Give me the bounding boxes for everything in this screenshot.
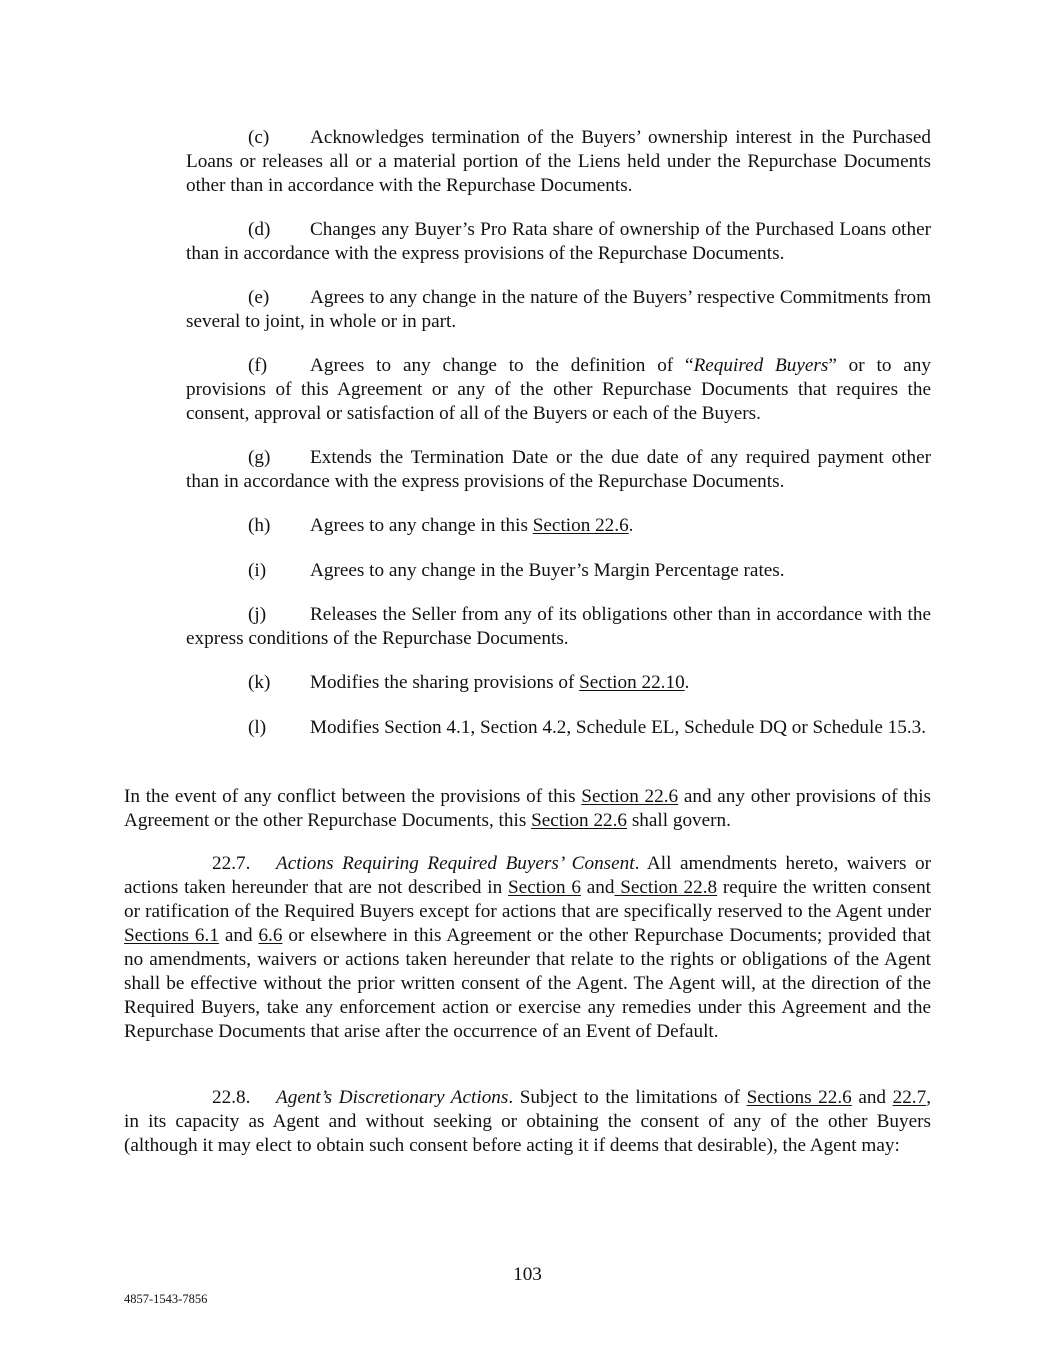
clause-item [186,354,931,426]
page-number: 103 [513,1264,542,1285]
section-reference: Sections 22.6 [746,1087,852,1108]
clause-label: 22.8. [212,1087,251,1108]
clause-text: . [628,515,634,536]
clause-text: . [684,672,690,693]
clause-text: Modifies Section 4.1, Section 4.2, Schedule EL, Schedule DQ or Schedule 15.3. [310,717,927,738]
clause-text: Acknowledges termination of the Buyers’ ownership interest in the Purchased Loans or releases all or a material portion of the Liens held under the Repurchase Documents other than in accordance with the Repurchase Documents. [186,127,931,196]
paragraph [124,852,931,1044]
clause-text: and [851,1087,893,1108]
section-reference: Sections 6.1 [124,925,219,946]
defined-term: Agent’s Discretionary Actions [276,1087,509,1108]
clause-text: Modifies the sharing provisions of [310,672,580,693]
clause-text: In the event of any conflict between the provisions of this [124,786,582,807]
clause-text: and any other provisions of this Agreement or the other Repurchase Documents, this [124,786,931,831]
paragraph [124,785,931,833]
clause-item [186,559,931,583]
clause-text: Changes any Buyer’s Pro Rata share of ownership of the Purchased Loans other than in accordance with the express provisions of the Repurchase Documents. [186,219,931,264]
clause-text: require the written consent or ratification of the Required Buyers except for actions that are specifically reserved to the Agent under [124,877,931,922]
clause-text: Agrees to any change in the nature of the Buyers’ respective Commitments from several to joint, in whole or in part. [186,287,931,332]
document-id: 4857-1543-7856 [124,1292,208,1306]
clause-text: . All amendments hereto, waivers or actions taken hereunder that are not described in [124,853,932,898]
clause-text: Agrees to any change to the definition of “ [310,355,694,376]
clause-text: Releases the Seller from any of its obligations other than in accordance with the express conditions of the Repurchase Documents. [186,604,931,649]
clause-item [186,514,931,538]
clause-item [186,716,931,740]
clause-label: (g) [248,447,271,468]
clause-item [186,603,931,651]
clause-text: shall govern. [627,810,731,831]
paragraph [124,1086,931,1158]
clause-label: (l) [248,717,267,738]
clause-text: and [580,877,615,898]
section-reference: Section 22.8 [614,877,718,898]
clause-text: ” or to any provisions of this Agreement or any of the other Repurchase Documents that requires the consent, approval or satisfaction of all of the Buyers or each of the Buyers. [186,355,931,424]
clause-item [186,218,931,266]
clause-label: (h) [248,515,271,536]
clause-text: . Subject to the limitations of [508,1087,747,1108]
clause-label: (d) [248,219,271,240]
clause-text: , in its capacity as Agent and without seeking or obtaining the consent of any of the other Buyers (although it may elect to obtain such consent before acting it if deems that desirable), the Agent may: [124,1087,931,1156]
section-reference: Section 22.6 [531,810,628,831]
section-reference: Section 22.6 [581,786,679,807]
clause-label: (f) [248,355,268,376]
clause-label: (i) [248,560,267,581]
clause-text: Agrees to any change in this [310,515,533,536]
clause-label: (e) [248,287,270,308]
clause-item [186,446,931,494]
clause-item [186,126,931,198]
clause-text: Agrees to any change in the Buyer’s Margin Percentage rates. [310,560,785,581]
defined-term: Actions Requiring Required Buyers’ Consent [276,853,635,874]
section-reference: Section 6 [508,877,581,898]
clause-label: 22.7. [212,853,251,874]
defined-term: Required Buyers [693,355,829,376]
clause-item [186,286,931,334]
clause-text: Extends the Termination Date or the due date of any required payment other than in accordance with the express provisions of the Repurchase Documents. [186,447,931,492]
clause-text: or elsewhere in this Agreement or the other Repurchase Documents; provided that no amendments, waivers or actions taken hereunder that relate to the rights or obligations of the Agent shall be effective without the prior written consent of the Agent. The Agent will, at the direction of the Required Buyers, take any enforcement action or exercise any remedies under this Agreement and the Repurchase Documents that arise after the occurrence of an Event of Default. [124,925,931,1042]
section-reference: 22.7 [892,1087,927,1108]
section-reference: Section 22.10 [579,672,685,693]
clause-item [186,671,931,695]
section-reference: 6.6 [258,925,283,946]
section-reference: Section 22.6 [532,515,629,536]
clause-text: and [218,925,259,946]
clause-label: (k) [248,672,271,693]
clause-label: (c) [248,127,270,148]
clause-label: (j) [248,604,267,625]
